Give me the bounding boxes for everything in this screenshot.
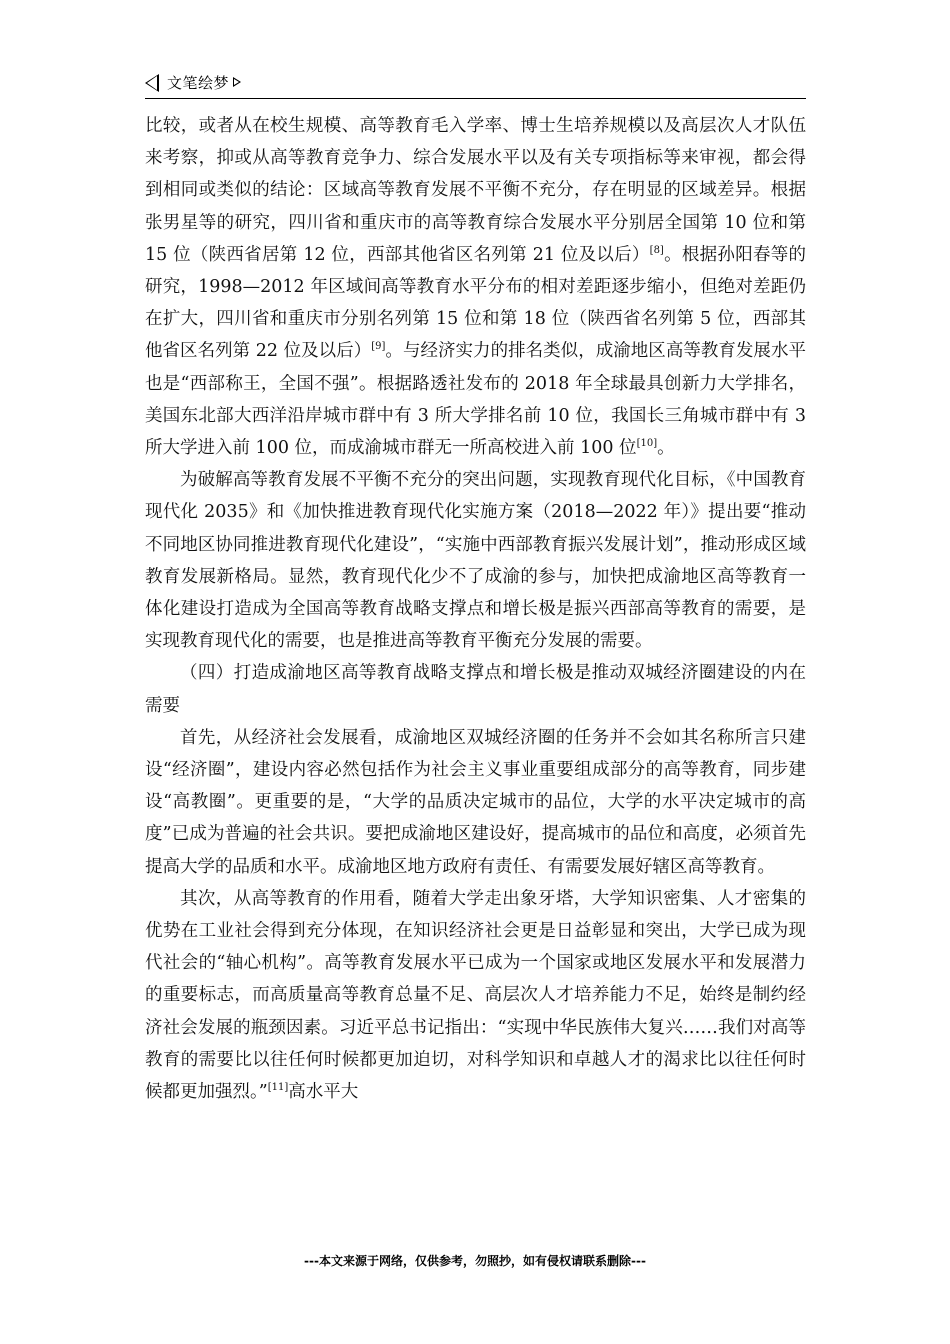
paragraph-2: [145, 464, 806, 657]
paragraph-4-text-b: 高水平大: [288, 1082, 359, 1103]
paragraph-1: [145, 110, 806, 464]
paragraph-2-text: 为破解高等教育发展不平衡不充分的突出问题，实现教育现代化目标，《中国教育现代化 2035》和《加快推进教育现代化实施方案（2018—2022 年）》提出要“推动不同地区协同推进教育现代化建设”，“实施中西部教育振兴发展计划”，推动形成区域教育发展新格局。显然，教育现代化少不了成渝的参与，加快把成渝地区高等教育一体化建设打造成为全国高等教育战略支撑点和增长极是振兴西部高等教育的需要，是实现教育现代化的需要，也是推进高等教育平衡充分发展的需要。: [145, 470, 806, 652]
left-triangle-icon: [145, 74, 159, 92]
section-heading-4-text: （四）打造成渝地区高等教育战略支撑点和增长极是推动双城经济圈建设的内在需要: [145, 663, 806, 716]
paragraph-4-text-a: 其次，从高等教育的作用看，随着大学走出象牙塔，大学知识密集、人才密集的优势在工业社会得到充分体现，在知识经济社会更是日益彰显和突出，大学已成为现代社会的“轴心机构”。高等教育发展水平已成为一个国家或地区发展水平和发展潜力的重要标志，而高质量高等教育总量不足、高层次人才培养能力不足，始终是制约经济社会发展的瓶颈因素。习近平总书记指出：“实现中华民族伟大复兴……我们对高等教育的需要比以往任何时候都更加迫切，对科学知识和卓越人才的渴求比以往任何时候都更加强烈。”: [145, 888, 806, 1103]
citation-11: [11]: [267, 1082, 289, 1094]
document-body: [145, 110, 806, 1108]
paragraph-4: [145, 883, 806, 1108]
paragraph-1-text-b: 。根据孙阳春等的研究，1998—2012 年区域间高等教育水平分布的相对差距逐步缩小，但绝对差距仍在扩大，四川省和重庆市分别名列第 15 位和第 18 位（陕西省名列第 5 位，西部其他省区名列第 22 位及以后）: [145, 244, 806, 362]
page-header: [145, 72, 806, 99]
citation-10: [10]: [636, 438, 658, 450]
paragraph-3: [145, 722, 806, 883]
right-triangle-icon: [233, 77, 241, 87]
paragraph-1-text-d: 。: [657, 438, 675, 459]
paragraph-1-text-a: 比较，或者从在校生规模、高等教育毛入学率、博士生培养规模以及高层次人才队伍来考察，抑或从高等教育竞争力、综合发展水平以及有关专项指标等来审视，都会得到相同或类似的结论：区域高等教育发展不平衡不充分，存在明显的区域差异。根据张男星等的研究，四川省和重庆市的高等教育综合发展水平分别居全国第 10 位和第 15 位（陕西省居第 12 位，西部其他省区名列第 21 位及以后）: [145, 116, 806, 265]
header-title: 文笔绘梦: [167, 74, 230, 92]
paragraph-1-text-c: 。与经济实力的排名类似，成渝地区高等教育发展水平也是“西部称王，全国不强”。根据路透社发布的 2018 年全球最具创新力大学排名，美国东北部大西洋沿岸城市群中有 3 所大学排名前 10 位，我国长三角城市群中有 3 所大学进入前 100 位，而成渝城市群无一所高校进入前 100 位: [145, 341, 806, 459]
page-footer: ---本文来源于网络，仅供参考，勿照抄，如有侵权请联系删除---: [304, 1254, 646, 1268]
paragraph-3-text: 首先，从经济社会发展看，成渝地区双城经济圈的任务并不会如其名称所言只建设“经济圈”，建设内容必然包括作为社会主义事业重要组成部分的高等教育，同步建设“高教圈”。更重要的是，“大学的品质决定城市的品位，大学的水平决定城市的高度”已成为普遍的社会共识。要把成渝地区建设好，提高城市的品位和高度，必须首先提高大学的品质和水平。成渝地区地方政府有责任、有需要发展好辖区高等教育。: [145, 727, 806, 877]
citation-9: [9]: [371, 341, 386, 353]
citation-8: [8]: [649, 244, 664, 256]
section-heading-4: [145, 657, 806, 721]
